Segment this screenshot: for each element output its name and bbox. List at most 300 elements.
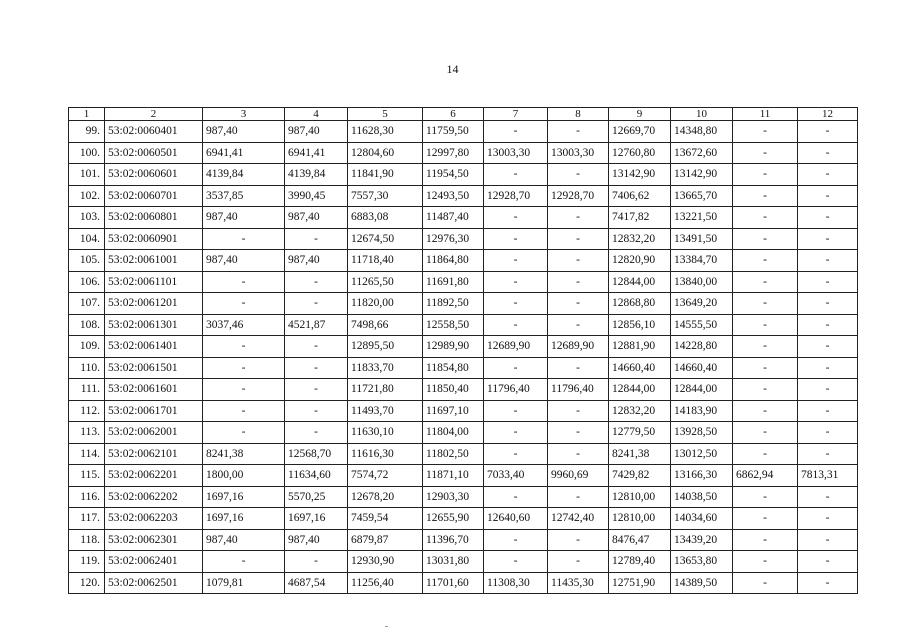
value-cell: 11759,50 — [423, 121, 484, 143]
value-cell: 11796,40 — [484, 379, 548, 401]
value-cell: - — [798, 164, 858, 186]
table-row — [69, 314, 858, 336]
value-cell: 12689,90 — [484, 336, 548, 358]
value-cell: 11256,40 — [348, 572, 423, 594]
value-cell: - — [285, 400, 348, 422]
value-cell: - — [733, 529, 798, 551]
table-row — [69, 551, 858, 573]
value-cell: - — [285, 551, 348, 573]
value-cell: - — [548, 357, 609, 379]
value-cell: 13012,50 — [671, 443, 733, 465]
value-cell: 1697,16 — [203, 486, 285, 508]
value-cell: 11396,70 — [423, 529, 484, 551]
cadastral-number-cell: 53:02:0061001 — [105, 250, 203, 272]
value-cell: 11802,50 — [423, 443, 484, 465]
value-cell: - — [548, 164, 609, 186]
column-header: 8 — [548, 108, 609, 121]
value-cell: - — [733, 250, 798, 272]
value-cell: 14038,50 — [671, 486, 733, 508]
value-cell: 11628,30 — [348, 121, 423, 143]
value-cell: 12844,00 — [609, 271, 671, 293]
value-cell: 14034,60 — [671, 508, 733, 530]
value-cell: - — [798, 422, 858, 444]
value-cell: - — [203, 336, 285, 358]
value-cell: - — [733, 357, 798, 379]
column-header: 10 — [671, 108, 733, 121]
value-cell: - — [484, 357, 548, 379]
value-cell: - — [798, 379, 858, 401]
value-cell: - — [203, 400, 285, 422]
column-header: 4 — [285, 108, 348, 121]
value-cell: - — [798, 529, 858, 551]
value-cell: 7429,82 — [609, 465, 671, 487]
value-cell: 6879,87 — [348, 529, 423, 551]
row-number-cell: 107. — [69, 293, 105, 315]
cadastral-number-cell: 53:02:0061101 — [105, 271, 203, 293]
value-cell: 12810,00 — [609, 508, 671, 530]
value-cell: - — [798, 271, 858, 293]
table-row — [69, 486, 858, 508]
value-cell: 14660,40 — [609, 357, 671, 379]
value-cell: - — [733, 207, 798, 229]
column-header: 12 — [798, 108, 858, 121]
cadastral-number-cell: 53:02:0062401 — [105, 551, 203, 573]
value-cell: 987,40 — [285, 207, 348, 229]
table-row — [69, 443, 858, 465]
value-cell: 4687,54 — [285, 572, 348, 594]
cadastral-number-cell: 53:02:0062001 — [105, 422, 203, 444]
value-cell: - — [798, 336, 858, 358]
value-cell: 7557,30 — [348, 185, 423, 207]
value-cell: 11691,80 — [423, 271, 484, 293]
value-cell: - — [733, 121, 798, 143]
table-row — [69, 336, 858, 358]
row-number-cell: 109. — [69, 336, 105, 358]
value-cell: 12832,20 — [609, 228, 671, 250]
value-cell: 3990,45 — [285, 185, 348, 207]
value-cell: 7498,66 — [348, 314, 423, 336]
value-cell: 12895,50 — [348, 336, 423, 358]
value-cell: 9960,69 — [548, 465, 609, 487]
row-number-cell: 106. — [69, 271, 105, 293]
value-cell: 3037,46 — [203, 314, 285, 336]
table-row — [69, 465, 858, 487]
value-cell: 12674,50 — [348, 228, 423, 250]
value-cell: - — [203, 357, 285, 379]
row-number-cell: 119. — [69, 551, 105, 573]
value-cell: 8241,38 — [203, 443, 285, 465]
table-row — [69, 121, 858, 143]
value-cell: 11701,60 — [423, 572, 484, 594]
column-header: 6 — [423, 108, 484, 121]
row-number-cell: 117. — [69, 508, 105, 530]
value-cell: - — [733, 336, 798, 358]
value-cell: 11630,10 — [348, 422, 423, 444]
value-cell: 11804,00 — [423, 422, 484, 444]
value-cell: - — [484, 400, 548, 422]
value-cell: - — [484, 293, 548, 315]
value-cell: 11871,10 — [423, 465, 484, 487]
value-cell: - — [285, 379, 348, 401]
value-cell: 14660,40 — [671, 357, 733, 379]
value-cell: - — [798, 357, 858, 379]
value-cell: 14183,90 — [671, 400, 733, 422]
value-cell: 7417,82 — [609, 207, 671, 229]
value-cell: - — [548, 551, 609, 573]
value-cell: 13928,50 — [671, 422, 733, 444]
value-cell: - — [733, 400, 798, 422]
value-cell: - — [798, 508, 858, 530]
value-cell: 11308,30 — [484, 572, 548, 594]
value-cell: - — [798, 551, 858, 573]
value-cell: 1800,00 — [203, 465, 285, 487]
value-cell: 11841,90 — [348, 164, 423, 186]
value-cell: - — [548, 121, 609, 143]
value-cell: 12856,10 — [609, 314, 671, 336]
value-cell: 13142,90 — [671, 164, 733, 186]
value-cell: 13491,50 — [671, 228, 733, 250]
value-cell: 11265,50 — [348, 271, 423, 293]
value-cell: 11796,40 — [548, 379, 609, 401]
value-cell: 11833,70 — [348, 357, 423, 379]
value-cell: - — [484, 228, 548, 250]
value-cell: 1697,16 — [203, 508, 285, 530]
value-cell: - — [733, 486, 798, 508]
value-cell: - — [484, 250, 548, 272]
value-cell: - — [733, 314, 798, 336]
table-row — [69, 422, 858, 444]
value-cell: - — [285, 422, 348, 444]
value-cell: - — [798, 486, 858, 508]
value-cell: - — [798, 572, 858, 594]
value-cell: - — [203, 293, 285, 315]
row-number-cell: 115. — [69, 465, 105, 487]
value-cell: - — [285, 336, 348, 358]
value-cell: - — [733, 142, 798, 164]
value-cell: 12844,00 — [609, 379, 671, 401]
value-cell: - — [798, 207, 858, 229]
table-row — [69, 572, 858, 594]
value-cell: 12820,90 — [609, 250, 671, 272]
value-cell: 5570,25 — [285, 486, 348, 508]
table-row — [69, 379, 858, 401]
value-cell: 11854,80 — [423, 357, 484, 379]
value-cell: - — [484, 164, 548, 186]
value-cell: - — [203, 551, 285, 573]
value-cell: - — [798, 250, 858, 272]
row-number-cell: 105. — [69, 250, 105, 272]
value-cell: - — [733, 228, 798, 250]
value-cell: - — [203, 379, 285, 401]
value-cell: 7813,31 — [798, 465, 858, 487]
row-number-cell: 99. — [69, 121, 105, 143]
value-cell: - — [733, 379, 798, 401]
value-cell: 7033,40 — [484, 465, 548, 487]
value-cell: 7459,54 — [348, 508, 423, 530]
value-cell: 13665,70 — [671, 185, 733, 207]
data-table — [68, 107, 858, 594]
value-cell: - — [798, 293, 858, 315]
value-cell: 987,40 — [203, 121, 285, 143]
value-cell: - — [548, 486, 609, 508]
value-cell: - — [548, 207, 609, 229]
value-cell: 12558,50 — [423, 314, 484, 336]
value-cell: - — [484, 271, 548, 293]
value-cell: - — [798, 314, 858, 336]
row-number-cell: 112. — [69, 400, 105, 422]
value-cell: 13003,30 — [484, 142, 548, 164]
value-cell: 11864,80 — [423, 250, 484, 272]
page-number: 14 — [446, 62, 459, 76]
value-cell: 14389,50 — [671, 572, 733, 594]
value-cell: - — [548, 400, 609, 422]
value-cell: 7574,72 — [348, 465, 423, 487]
value-cell: - — [285, 293, 348, 315]
row-number-cell: 114. — [69, 443, 105, 465]
value-cell: 11718,40 — [348, 250, 423, 272]
column-header: 3 — [203, 108, 285, 121]
value-cell: 13142,90 — [609, 164, 671, 186]
value-cell: - — [733, 293, 798, 315]
value-cell: 12928,70 — [484, 185, 548, 207]
row-number-cell: 120. — [69, 572, 105, 594]
value-cell: - — [484, 422, 548, 444]
cadastral-number-cell: 53:02:0062202 — [105, 486, 203, 508]
value-cell: 12868,80 — [609, 293, 671, 315]
column-header: 2 — [105, 108, 203, 121]
table-row — [69, 508, 858, 530]
value-cell: - — [484, 207, 548, 229]
value-cell: 13439,20 — [671, 529, 733, 551]
value-cell: - — [733, 271, 798, 293]
value-cell: 1697,16 — [285, 508, 348, 530]
value-cell: 12930,90 — [348, 551, 423, 573]
value-cell: 987,40 — [285, 529, 348, 551]
row-number-cell: 100. — [69, 142, 105, 164]
cadastral-number-cell: 53:02:0061701 — [105, 400, 203, 422]
table-header-row — [69, 108, 858, 121]
value-cell: - — [548, 443, 609, 465]
value-cell: 6941,41 — [285, 142, 348, 164]
value-cell: 11616,30 — [348, 443, 423, 465]
value-cell: 987,40 — [203, 529, 285, 551]
cadastral-number-cell: 53:02:0062101 — [105, 443, 203, 465]
table-row — [69, 185, 858, 207]
value-cell: - — [285, 228, 348, 250]
value-cell: 12844,00 — [671, 379, 733, 401]
value-cell: 12689,90 — [548, 336, 609, 358]
value-cell: - — [548, 529, 609, 551]
value-cell: 11850,40 — [423, 379, 484, 401]
row-number-cell: 104. — [69, 228, 105, 250]
value-cell: - — [203, 228, 285, 250]
cadastral-number-cell: 53:02:0062501 — [105, 572, 203, 594]
value-cell: - — [203, 271, 285, 293]
column-header: 11 — [733, 108, 798, 121]
value-cell: - — [548, 228, 609, 250]
cadastral-number-cell: 53:02:0060801 — [105, 207, 203, 229]
value-cell: 12832,20 — [609, 400, 671, 422]
row-number-cell: 102. — [69, 185, 105, 207]
value-cell: 12640,60 — [484, 508, 548, 530]
value-cell: - — [285, 271, 348, 293]
value-cell: - — [484, 121, 548, 143]
value-cell: - — [484, 486, 548, 508]
value-cell: 12655,90 — [423, 508, 484, 530]
value-cell: 7406,62 — [609, 185, 671, 207]
row-number-cell: 113. — [69, 422, 105, 444]
table-row — [69, 293, 858, 315]
row-number-cell: 101. — [69, 164, 105, 186]
cadastral-number-cell: 53:02:0062201 — [105, 465, 203, 487]
value-cell: 4139,84 — [203, 164, 285, 186]
value-cell: 11820,00 — [348, 293, 423, 315]
row-number-cell: 118. — [69, 529, 105, 551]
value-cell: 12804,60 — [348, 142, 423, 164]
column-header: 5 — [348, 108, 423, 121]
value-cell: - — [798, 443, 858, 465]
value-cell: 12989,90 — [423, 336, 484, 358]
value-cell: - — [733, 551, 798, 573]
table-row — [69, 142, 858, 164]
cadastral-number-cell: 53:02:0061501 — [105, 357, 203, 379]
value-cell: - — [484, 443, 548, 465]
value-cell: 987,40 — [285, 250, 348, 272]
value-cell: 14555,50 — [671, 314, 733, 336]
table-row — [69, 271, 858, 293]
value-cell: - — [285, 357, 348, 379]
value-cell: 1079,81 — [203, 572, 285, 594]
value-cell: 6883,08 — [348, 207, 423, 229]
value-cell: - — [798, 121, 858, 143]
value-cell: 12997,80 — [423, 142, 484, 164]
value-cell: 13672,60 — [671, 142, 733, 164]
value-cell: 6941,41 — [203, 142, 285, 164]
value-cell: - — [548, 314, 609, 336]
value-cell: 13653,80 — [671, 551, 733, 573]
value-cell: 12760,80 — [609, 142, 671, 164]
value-cell: - — [484, 529, 548, 551]
table-row — [69, 250, 858, 272]
value-cell: 11697,10 — [423, 400, 484, 422]
value-cell: 11892,50 — [423, 293, 484, 315]
value-cell: 11493,70 — [348, 400, 423, 422]
value-cell: - — [733, 508, 798, 530]
value-cell: 13221,50 — [671, 207, 733, 229]
column-header: 7 — [484, 108, 548, 121]
value-cell: 4139,84 — [285, 164, 348, 186]
value-cell: 3537,85 — [203, 185, 285, 207]
value-cell: - — [733, 443, 798, 465]
value-cell: - — [733, 422, 798, 444]
value-cell: - — [203, 422, 285, 444]
table-row — [69, 164, 858, 186]
row-number-cell: 110. — [69, 357, 105, 379]
value-cell: 13384,70 — [671, 250, 733, 272]
value-cell: 12928,70 — [548, 185, 609, 207]
value-cell: - — [733, 164, 798, 186]
value-cell: 13031,80 — [423, 551, 484, 573]
value-cell: 11487,40 — [423, 207, 484, 229]
value-cell: 8476,47 — [609, 529, 671, 551]
value-cell: - — [798, 400, 858, 422]
value-cell: - — [798, 142, 858, 164]
table-row — [69, 400, 858, 422]
cadastral-number-cell: 53:02:0060701 — [105, 185, 203, 207]
value-cell: 12903,30 — [423, 486, 484, 508]
table-row — [69, 357, 858, 379]
cadastral-number-cell: 53:02:0061301 — [105, 314, 203, 336]
row-number-cell: 103. — [69, 207, 105, 229]
value-cell: 12678,20 — [348, 486, 423, 508]
value-cell: 12568,70 — [285, 443, 348, 465]
value-cell: - — [484, 551, 548, 573]
value-cell: - — [484, 314, 548, 336]
value-cell: 12789,40 — [609, 551, 671, 573]
cadastral-number-cell: 53:02:0060601 — [105, 164, 203, 186]
value-cell: - — [548, 293, 609, 315]
value-cell: 13649,20 — [671, 293, 733, 315]
table-row — [69, 207, 858, 229]
scan-mark — [385, 626, 388, 627]
value-cell: 14348,80 — [671, 121, 733, 143]
value-cell: - — [548, 250, 609, 272]
value-cell: 987,40 — [203, 250, 285, 272]
value-cell: 12810,00 — [609, 486, 671, 508]
value-cell: 12669,70 — [609, 121, 671, 143]
value-cell: 11435,30 — [548, 572, 609, 594]
cadastral-number-cell: 53:02:0060401 — [105, 121, 203, 143]
value-cell: - — [548, 422, 609, 444]
value-cell: 12493,50 — [423, 185, 484, 207]
cadastral-number-cell: 53:02:0062301 — [105, 529, 203, 551]
row-number-cell: 108. — [69, 314, 105, 336]
value-cell: 12881,90 — [609, 336, 671, 358]
value-cell: 6862,94 — [733, 465, 798, 487]
cadastral-number-cell: 53:02:0060501 — [105, 142, 203, 164]
value-cell: 13166,30 — [671, 465, 733, 487]
value-cell: 11721,80 — [348, 379, 423, 401]
value-cell: 13840,00 — [671, 271, 733, 293]
value-cell: - — [733, 572, 798, 594]
value-cell: - — [733, 185, 798, 207]
value-cell: 13003,30 — [548, 142, 609, 164]
table-row — [69, 529, 858, 551]
column-header: 1 — [69, 108, 105, 121]
cadastral-number-cell: 53:02:0061601 — [105, 379, 203, 401]
value-cell: 14228,80 — [671, 336, 733, 358]
cadastral-number-cell: 53:02:0061401 — [105, 336, 203, 358]
value-cell: 12751,90 — [609, 572, 671, 594]
value-cell: - — [798, 228, 858, 250]
value-cell: 12742,40 — [548, 508, 609, 530]
value-cell: 987,40 — [203, 207, 285, 229]
value-cell: - — [548, 271, 609, 293]
cadastral-number-cell: 53:02:0062203 — [105, 508, 203, 530]
row-number-cell: 116. — [69, 486, 105, 508]
cadastral-number-cell: 53:02:0061201 — [105, 293, 203, 315]
value-cell: 12976,30 — [423, 228, 484, 250]
row-number-cell: 111. — [69, 379, 105, 401]
value-cell: 11634,60 — [285, 465, 348, 487]
cadastral-number-cell: 53:02:0060901 — [105, 228, 203, 250]
value-cell: 987,40 — [285, 121, 348, 143]
value-cell: - — [798, 185, 858, 207]
column-header: 9 — [609, 108, 671, 121]
value-cell: 12779,50 — [609, 422, 671, 444]
value-cell: 4521,87 — [285, 314, 348, 336]
value-cell: 11954,50 — [423, 164, 484, 186]
